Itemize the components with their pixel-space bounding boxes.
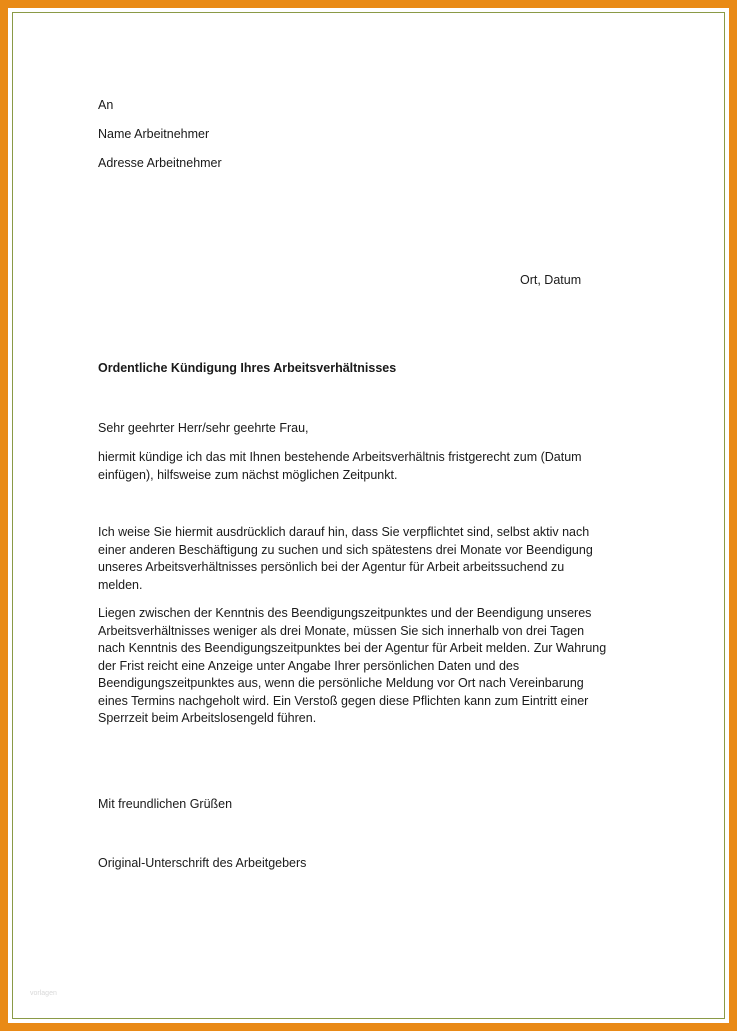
- paragraph-1-line: einfügen), hilfsweise zum nächst möglichen Zeitpunkt.: [98, 467, 398, 482]
- paragraph-3-line: Sperrzeit beim Arbeitslosengeld führen.: [98, 711, 317, 725]
- paragraph-1: [98, 449, 638, 484]
- paragraph-2-line: Ich weise Sie hiermit ausdrücklich darauf hin, dass Sie verpflichtet sind, selbst aktiv nach: [98, 525, 590, 539]
- paragraph-2: [98, 524, 638, 594]
- paragraph-3: [98, 605, 638, 728]
- paragraph-3-line: eines Termins nachgeholt wird. Ein Verstoß gegen diese Pflichten kann zum Eintritt einer: [98, 693, 589, 708]
- recipient-address: Adresse Arbeitnehmer: [98, 156, 222, 170]
- paragraph-3-line: Liegen zwischen der Kenntnis des Beendigungszeitpunktes und der Beendigung unseres: [98, 606, 592, 620]
- paragraph-3-line: der Frist reicht eine Anzeige unter Angabe Ihrer persönlichen Daten und des: [98, 658, 520, 673]
- paragraph-2-line: melden.: [98, 577, 143, 592]
- paragraph-3-line: nach Kenntnis des Beendigungszeitpunktes bei der Agentur für Arbeit melden. Zur Wahrung: [98, 641, 607, 655]
- signature-line: Original-Unterschrift des Arbeitgebers: [98, 856, 307, 870]
- paragraph-1-line: hiermit kündige ich das mit Ihnen bestehende Arbeitsverhältnis fristgerecht zum (Datum: [98, 450, 582, 464]
- place-date: Ort, Datum: [520, 273, 582, 287]
- recipient-name: Name Arbeitnehmer: [98, 127, 210, 141]
- salutation: Sehr geehrter Herr/sehr geehrte Frau,: [98, 421, 309, 435]
- paragraph-2-line: unseres Arbeitsverhältnisses persönlich bei der Agentur für Arbeit arbeitssuchend zu: [98, 560, 565, 574]
- closing: Mit freundlichen Grüßen: [98, 797, 233, 811]
- recipient-prefix: An: [98, 98, 114, 112]
- paragraph-3-line: Beendigungszeitpunktes aus, wenn die persönliche Meldung vor Ort nach Vereinbarung: [98, 676, 584, 690]
- paragraph-3-line: Arbeitsverhältnisses weniger als drei Monate, müssen Sie sich innerhalb von drei Tagen: [98, 623, 585, 638]
- letter-subject: Ordentliche Kündigung Ihres Arbeitsverhältnisses: [98, 361, 397, 375]
- watermark: vorlagen: [30, 990, 57, 997]
- paragraph-2-line: einer anderen Beschäftigung zu suchen und sich spätestens drei Monate vor Beendigung: [98, 542, 593, 557]
